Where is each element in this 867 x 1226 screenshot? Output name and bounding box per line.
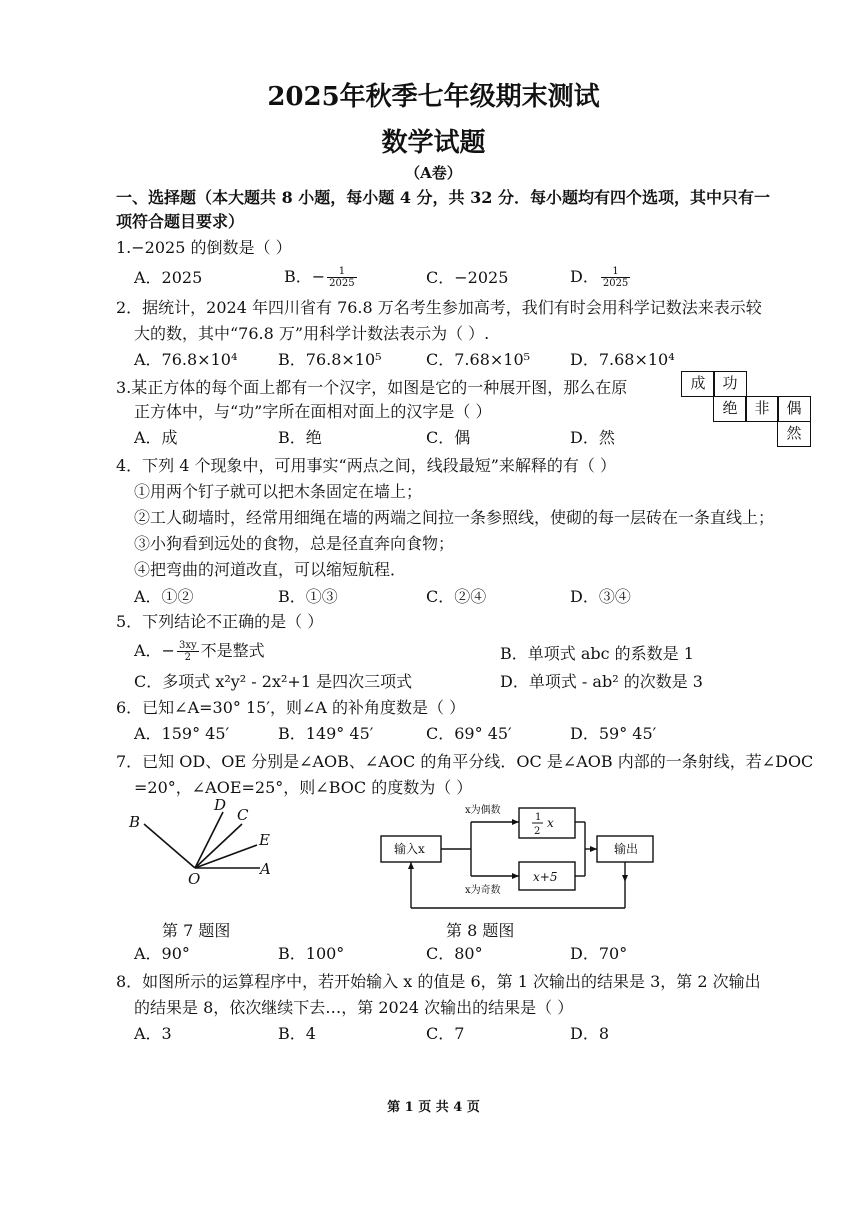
label-d: D [214, 796, 227, 814]
q6-option-b: B．149° 45′ [278, 724, 374, 743]
flowchart-figure [375, 800, 665, 915]
q7-option-c: C．80° [426, 944, 483, 963]
ray-oc [195, 824, 242, 868]
q3-option-c: C．偶 [426, 428, 471, 447]
output-label: 输出 [614, 842, 639, 856]
even-label: x为偶数 [465, 805, 501, 816]
section-heading-cont: 项符合题目要求） [116, 212, 245, 231]
q4-item-3: ③小狗看到远处的食物，总是径直奔向食物； [134, 534, 455, 553]
q7-option-d: D．70° [570, 944, 628, 963]
q8-option-d: D．8 [570, 1024, 610, 1043]
q4-item-1: ①用两个钉子就可以把木条固定在墙上； [134, 482, 423, 501]
net-cell-jue: 绝 [713, 396, 747, 422]
q1-option-d: D． $\frac{1}{2025}$ [570, 266, 629, 289]
q2-option-b: B．76.8×10⁵ [278, 350, 382, 369]
q1-option-c: C．−2025 [426, 268, 509, 287]
q2-option-c: C．7.68×10⁵ [426, 350, 531, 369]
q5-option-c: C．多项式 x²y² - 2x²+1 是四次三项式 [134, 672, 413, 691]
label-o: O [188, 870, 201, 888]
q2-stem-cont: 大的数，其中“76.8 万”用科学计数法表示为（ ）. [134, 324, 490, 343]
q1-option-b: B．− $\frac{1}{2025}$ [284, 266, 355, 289]
q1-stem: 1.−2025 的倒数是（ ） [116, 238, 292, 257]
label-e: E [259, 831, 270, 849]
ray-ob [144, 824, 195, 868]
input-label: 输入x [394, 842, 425, 856]
q8-stem: 8．如图所示的运算程序中，若开始输入 x 的值是 6，第 1 次输出的结果是 3，第 2 次输出 [116, 972, 761, 991]
q4-option-a: A．①② [134, 587, 194, 606]
half-num: 1 [535, 812, 542, 823]
q8-option-a: A．3 [134, 1024, 172, 1043]
q6-option-d: D．59° 45′ [570, 724, 657, 743]
q4-item-2: ②工人砌墙时，经常用细绳在墙的两端之间拉一条参照线，使砌的每一层砖在一条直线上； [134, 508, 775, 527]
q5-option-d: D．单项式 - ab² 的次数是 3 [500, 672, 703, 691]
odd-label: x为奇数 [465, 885, 501, 896]
net-cell-fei: 非 [745, 396, 779, 422]
q5-option-b: B．单项式 abc 的系数是 1 [500, 644, 694, 663]
plus5-label: x+5 [533, 870, 558, 884]
q2-option-a: A．76.8×10⁴ [134, 350, 238, 369]
q7-option-b: B．100° [278, 944, 345, 963]
half-den: 2 [534, 826, 541, 837]
q2-option-d: D．7.68×10⁴ [570, 350, 675, 369]
exam-subtitle: 数学试题 [381, 128, 486, 158]
q8-stem-cont: 的结果是 8，依次继续下去…，第 2024 次输出的结果是（ ） [134, 998, 574, 1017]
q3-option-a: A．成 [134, 428, 178, 447]
q5-stem: 5．下列结论不正确的是（ ） [116, 612, 324, 631]
net-cell-cheng: 成 [681, 371, 715, 397]
q7-stem-cont: =20°，∠AOE=25°，则∠BOC 的度数为（ ） [134, 778, 473, 797]
q3-stem-cont: 正方体中，与“功”字所在面相对面上的汉字是（ ） [134, 402, 492, 421]
net-cell-ran: 然 [777, 421, 811, 447]
q6-option-a: A．159° 45′ [134, 724, 230, 743]
label-a: A [260, 860, 271, 878]
exam-title: 2025年秋季七年级期末测试 [267, 82, 600, 112]
q5-option-a: A．− $\frac{3xy}{2}$ 不是整式 [134, 640, 265, 663]
angle-figure [120, 796, 290, 896]
q8-option-c: C．7 [426, 1024, 465, 1043]
q3-stem: 3.某正方体的每个面上都有一个汉字，如图是它的一种展开图，那么在原 [116, 378, 628, 397]
page-number: 第 1 页 共 4 页 [387, 1100, 480, 1115]
net-cell-ou: 偶 [777, 396, 811, 422]
q4-item-4: ④把弯曲的河道改直，可以缩短航程． [134, 560, 407, 579]
q6-option-c: C．69° 45′ [426, 724, 512, 743]
q3-option-b: B．绝 [278, 428, 322, 447]
q8-option-b: B．4 [278, 1024, 316, 1043]
q8-figure-caption: 第 8 题图 [446, 921, 515, 940]
q7-stem: 7．已知 OD、OE 分别是∠AOB、∠AOC 的角平分线．OC 是∠AOB 内部的一条射线，若∠DOC [116, 752, 814, 771]
q1-option-a: A．2025 [134, 268, 203, 287]
q2-stem: 2．据统计，2024 年四川省有 76.8 万名考生参加高考，我们有时会用科学记数法来表示较 [116, 298, 762, 317]
q4-stem: 4．下列 4 个现象中，可用事实“两点之间，线段最短”来解释的有（ ） [116, 456, 616, 475]
section-heading: 一、选择题（本大题共 8 小题，每小题 4 分，共 32 分．每小题均有四个选项，其中只有一 [116, 188, 770, 207]
q4-option-c: C．②④ [426, 587, 487, 606]
q7-option-a: A．90° [134, 944, 190, 963]
q4-option-b: B．①③ [278, 587, 338, 606]
net-cell-gong: 功 [713, 371, 747, 397]
label-c: C [237, 806, 249, 824]
q6-stem: 6．已知∠A=30° 15′，则∠A 的补角度数是（ ） [116, 698, 466, 717]
q4-option-d: D．③④ [570, 587, 631, 606]
label-b: B [129, 813, 141, 831]
q3-option-d: D．然 [570, 428, 615, 447]
q7-figure-caption: 第 7 题图 [162, 921, 231, 940]
volume-label: （A卷） [405, 164, 462, 182]
half-var: x [547, 816, 554, 830]
